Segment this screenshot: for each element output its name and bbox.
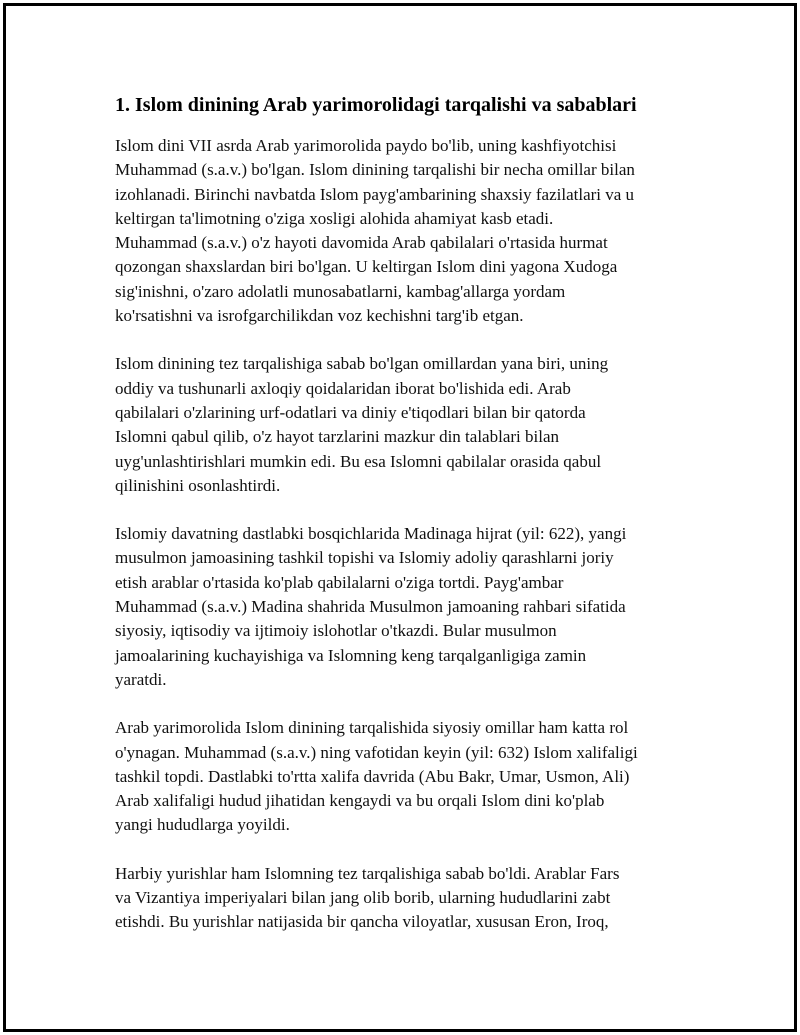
paragraph-2: Islom dinining tez tarqalishiga sabab bo'lgan omillardan yana biri, uning oddiy va tushunarli axloqiy qoidalaridan iborat bo'lishida edi. Arab qabilalari o'zlarining urf-odatlari va diniy e'tiqodlari bilan bir qatorda Islomni qabul qilib, o'z hayot tarzlarini mazkur din talablari bilan uyg'unlashtirishlari mumkin edi. Bu esa Islomni qabilalar orasida qabul qilinishini osonlashtirdi.: [115, 354, 609, 495]
paragraph-5: Harbiy yurishlar ham Islomning tez tarqalishiga sabab bo'ldi. Arablar Fars va Vizantiya imperiyalari bilan jang olib borib, ularning hududlarini zabt etishdi. Bu yurishlar natijasida bir qancha viloyatlar, xususan Eron, Iroq,: [115, 863, 620, 932]
paragraph-3: Islomiy davatning dastlabki bosqichlarida Madinaga hijrat (yil: 622), yangi musulmon jamoasining tashkil topishi va Islomiy adoliy qarashlarni joriy etish arablar o'rtasida ko'plab qabilalarni o'ziga tortdi. Payg'ambar Muhammad (s.a.v.) Madina shahrida Musulmon jamoaning rahbari sifatida siyosiy, iqtisodiy va ijtimoiy islohotlar o'tkazdi. Bular musulmon jamoalarining kuchayishiga va Islomning keng tarqalganligiga zamin yaratdi.: [115, 524, 627, 689]
document-body: [115, 88, 695, 959]
paragraph-1: Islom dini VII asrda Arab yarimorolida paydo bo'lib, uning kashfiyotchisi Muhammad (s.a.v.) bo'lgan. Islom dinining tarqalishi bir necha omillar bilan izohlanadi. Birinchi navbatda Islom payg'ambarining shaxsiy fazilatlari va u keltirgan ta'limotning o'ziga xosligi alohida ahamiyat kasb etadi. Muhammad (s.a.v.) o'z hayoti davomida Arab qabilalari o'rtasida hurmat qozongan shaxslardan biri bo'lgan. U keltirgan Islom dini yagona Xudoga sig'inishni, o'zaro adolatli munosabatlarni, kambag'allarga yordam ko'rsatishni va isrofgarchilikdan voz kechishni targ'ib etgan.: [115, 136, 635, 326]
section-heading: 1. Islom dinining Arab yarimorolidagi tarqalishi va sabablari: [115, 94, 637, 116]
paragraph-4: Arab yarimorolida Islom dinining tarqalishida siyosiy omillar ham katta rol o'ynagan. Muhammad (s.a.v.) ning vafotidan keyin (yil: 632) Islom xalifaligi tashkil topdi. Dastlabki to'rtta xalifa davrida (Abu Bakr, Umar, Usmon, Ali) Arab xalifaligi hudud jihatidan kengaydi va bu orqali Islom dini ko'plab yangi hududlarga yoyildi.: [115, 718, 638, 835]
